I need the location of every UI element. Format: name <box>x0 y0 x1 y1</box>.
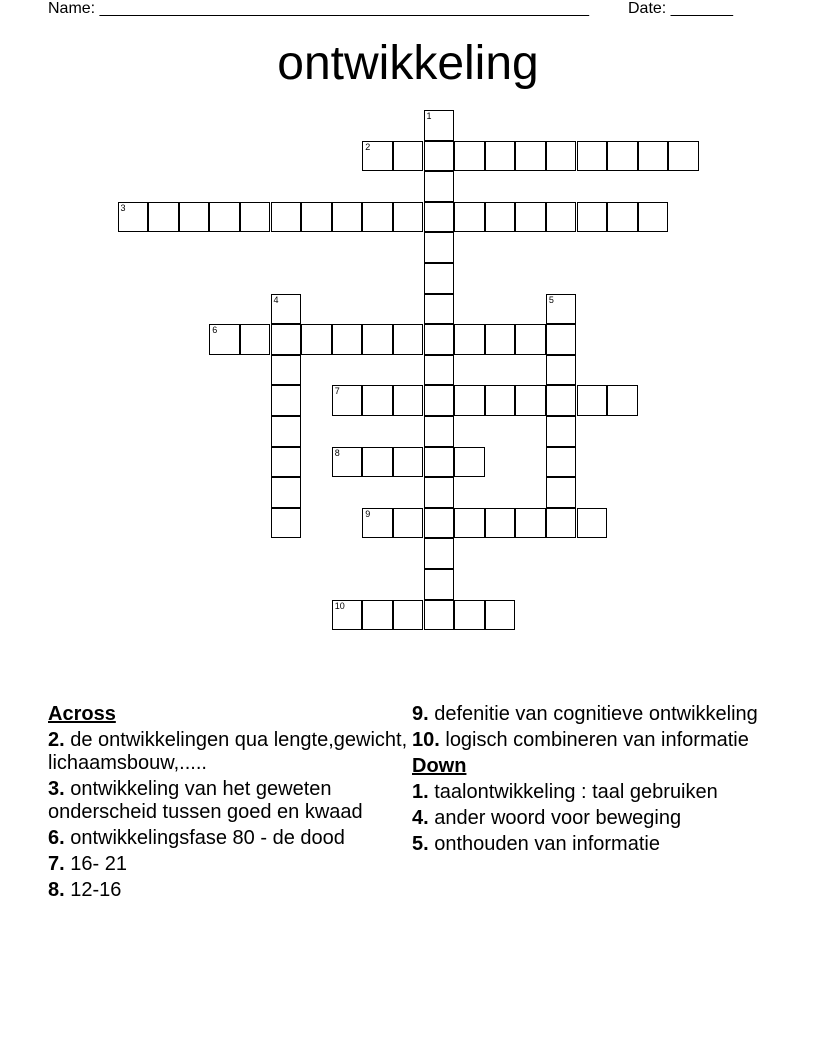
grid-cell[interactable] <box>424 263 455 294</box>
grid-cell[interactable] <box>362 447 393 478</box>
cell-number: 9 <box>365 508 371 519</box>
grid-cell[interactable] <box>638 141 669 172</box>
grid-cell[interactable] <box>424 447 455 478</box>
cell-number: 4 <box>273 294 279 305</box>
grid-cell[interactable] <box>577 385 608 416</box>
grid-cell[interactable] <box>424 508 455 539</box>
clue-down-1 <box>412 781 772 804</box>
grid-cell[interactable] <box>271 416 302 447</box>
cell-number: 6 <box>212 325 218 336</box>
grid-cell[interactable] <box>454 385 485 416</box>
grid-cell[interactable] <box>332 600 363 631</box>
clue-number: 3. <box>48 778 65 800</box>
name-field-line: Name: _______________________________________________________ <box>48 0 589 17</box>
grid-cell[interactable] <box>424 569 455 600</box>
grid-cell[interactable] <box>179 202 210 233</box>
grid-cell[interactable] <box>485 385 516 416</box>
clue-down-5 <box>412 833 772 856</box>
grid-cell[interactable] <box>362 141 393 172</box>
grid-cell[interactable] <box>118 202 149 233</box>
grid-cell[interactable] <box>515 324 546 355</box>
down-heading: Down <box>412 755 467 777</box>
grid-cell[interactable] <box>271 202 302 233</box>
grid-cell[interactable] <box>485 600 516 631</box>
clue-number: 9. <box>412 703 429 725</box>
clues-right-column <box>412 703 772 859</box>
grid-cell[interactable] <box>393 447 424 478</box>
clue-number: 10. <box>412 729 440 751</box>
grid-cell[interactable] <box>271 355 302 386</box>
clue-text: de ontwikkelingen qua lengte,gewicht, lichaamsbouw,..... <box>48 729 408 774</box>
grid-cell[interactable] <box>332 202 363 233</box>
grid-cell[interactable] <box>332 385 363 416</box>
clue-across-8 <box>48 879 408 902</box>
grid-cell[interactable] <box>454 324 485 355</box>
clue-down-4 <box>412 807 772 830</box>
grid-cell[interactable] <box>515 141 546 172</box>
clue-text: ontwikkeling van het geweten onderscheid tussen goed en kwaad <box>48 778 363 823</box>
clue-number: 2. <box>48 729 65 751</box>
cell-number: 8 <box>334 447 340 458</box>
clue-across-3 <box>48 778 408 824</box>
clue-number: 8. <box>48 879 65 901</box>
grid-cell[interactable] <box>424 385 455 416</box>
clue-text: taalontwikkeling : taal gebruiken <box>428 781 718 803</box>
grid-cell[interactable] <box>271 385 302 416</box>
grid-cell[interactable] <box>362 600 393 631</box>
cell-number: 2 <box>365 141 371 152</box>
clue-number: 7. <box>48 853 65 875</box>
grid-cell[interactable] <box>393 324 424 355</box>
cell-number: 3 <box>120 202 126 213</box>
grid-cell[interactable] <box>577 202 608 233</box>
grid-cell[interactable] <box>485 508 516 539</box>
grid-cell[interactable] <box>332 324 363 355</box>
grid-cell[interactable] <box>148 202 179 233</box>
grid-cell[interactable] <box>362 324 393 355</box>
grid-cell[interactable] <box>271 477 302 508</box>
grid-cell[interactable] <box>424 538 455 569</box>
grid-cell[interactable] <box>668 141 699 172</box>
grid-cell[interactable] <box>424 600 455 631</box>
clue-text: onthouden van informatie <box>428 833 660 855</box>
grid-cell[interactable] <box>454 447 485 478</box>
grid-cell[interactable] <box>362 385 393 416</box>
grid-cell[interactable] <box>393 141 424 172</box>
clue-text: defenitie van cognitieve ontwikkeling <box>428 703 758 725</box>
grid-cell[interactable] <box>393 508 424 539</box>
grid-cell[interactable] <box>424 202 455 233</box>
grid-cell[interactable] <box>546 294 577 325</box>
grid-cell[interactable] <box>454 600 485 631</box>
grid-cell[interactable] <box>607 202 638 233</box>
grid-cell[interactable] <box>271 508 302 539</box>
grid-cell[interactable] <box>546 355 577 386</box>
clue-across-6 <box>48 827 408 850</box>
clue-text: ander woord voor beweging <box>428 807 682 829</box>
grid-cell[interactable] <box>332 447 363 478</box>
grid-cell[interactable] <box>577 508 608 539</box>
grid-cell[interactable] <box>424 355 455 386</box>
cell-number: 1 <box>426 111 432 121</box>
grid-cell[interactable] <box>485 202 516 233</box>
clue-text: ontwikkelingsfase 80 - de dood <box>64 827 345 849</box>
across-heading: Across <box>48 703 116 725</box>
clue-text: logisch combineren van informatie <box>439 729 749 751</box>
cell-number: 10 <box>334 600 345 611</box>
grid-cell[interactable] <box>424 477 455 508</box>
cell-number: 7 <box>334 386 340 397</box>
grid-cell[interactable] <box>362 202 393 233</box>
clue-across-7 <box>48 853 408 876</box>
grid-cell[interactable] <box>209 202 240 233</box>
grid-cell[interactable] <box>424 141 455 172</box>
clue-across-2 <box>48 729 408 775</box>
grid-cell[interactable] <box>209 324 240 355</box>
grid-cell[interactable] <box>424 324 455 355</box>
clue-number: 1. <box>412 781 429 803</box>
clue-across-9 <box>412 703 772 726</box>
grid-cell[interactable] <box>454 141 485 172</box>
clue-text: 12-16 <box>64 879 122 901</box>
grid-cell[interactable] <box>515 508 546 539</box>
grid-cell[interactable] <box>454 508 485 539</box>
grid-cell[interactable] <box>546 324 577 355</box>
clue-across-10 <box>412 729 772 752</box>
grid-cell[interactable] <box>240 324 271 355</box>
grid-cell[interactable] <box>546 141 577 172</box>
grid-cell[interactable] <box>515 385 546 416</box>
grid-cell[interactable] <box>577 141 608 172</box>
page-title: ontwikkeling <box>277 37 539 90</box>
grid-cell[interactable] <box>515 202 546 233</box>
grid-cell[interactable] <box>424 232 455 263</box>
grid-cell[interactable] <box>546 508 577 539</box>
clue-number: 4. <box>412 807 429 829</box>
grid-cell[interactable] <box>454 202 485 233</box>
grid-cell[interactable] <box>546 477 577 508</box>
grid-cell[interactable] <box>240 202 271 233</box>
grid-cell[interactable] <box>485 141 516 172</box>
grid-cell[interactable] <box>362 508 393 539</box>
grid-cell[interactable] <box>424 294 455 325</box>
clues-left-column <box>48 703 408 905</box>
grid-cell[interactable] <box>393 202 424 233</box>
clue-number: 5. <box>412 833 429 855</box>
clue-number: 6. <box>48 827 65 849</box>
grid-cell[interactable] <box>271 324 302 355</box>
grid-cell[interactable] <box>546 385 577 416</box>
grid-cell[interactable] <box>485 324 516 355</box>
grid-cell[interactable] <box>271 447 302 478</box>
grid-cell[interactable] <box>546 416 577 447</box>
grid-cell[interactable] <box>607 141 638 172</box>
clue-text: 16- 21 <box>64 853 127 875</box>
grid-cell[interactable] <box>393 385 424 416</box>
cell-number: 5 <box>548 294 554 305</box>
grid-cell[interactable] <box>301 324 332 355</box>
grid-cell[interactable] <box>271 294 302 325</box>
grid-cell[interactable] <box>607 385 638 416</box>
grid-cell[interactable] <box>301 202 332 233</box>
grid-cell[interactable] <box>424 110 455 141</box>
grid-cell[interactable] <box>424 416 455 447</box>
grid-cell[interactable] <box>424 171 455 202</box>
date-field-line: Date: _______ <box>628 0 733 17</box>
grid-cell[interactable] <box>393 600 424 631</box>
grid-cell[interactable] <box>638 202 669 233</box>
grid-cell[interactable] <box>546 447 577 478</box>
grid-cell[interactable] <box>546 202 577 233</box>
